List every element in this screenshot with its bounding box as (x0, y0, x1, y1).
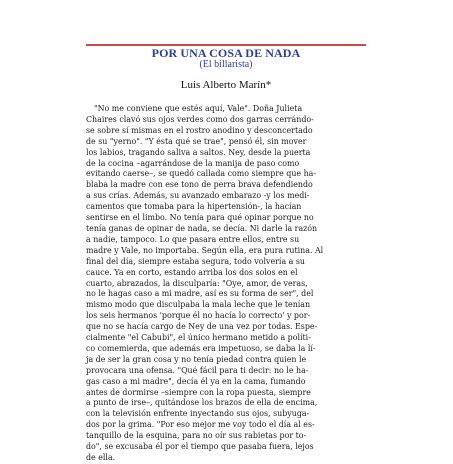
body-line: se sobre sí mismas en el rostro anodino y desconcertado (86, 125, 313, 135)
body-line: blaba la madre con ese tono de perra brava defendiendo (86, 180, 313, 190)
body-line: los labios, tragando saliva a saltos. Ney, desde la puerta (86, 147, 311, 157)
body-line: cialmente "el Cabubi", el único hermano metido a políti- (86, 333, 311, 343)
body-line: camentos que tomaba para la hipertensión-, la hacían (86, 202, 302, 212)
body-line: de la cocina –agarrándose de la manija de paso como (86, 158, 300, 168)
body-line: evitando caerse–, se quedó callada como siempre que ha- (86, 169, 317, 179)
story-title: POR UNA COSA DE NADA (151, 46, 301, 60)
body-line: antes de dormirse –siempre con la ropa puesta, siempre (86, 387, 311, 397)
story-subtitle: (El billarista) (199, 59, 253, 70)
body-line: que no se hacía cargo de Ney de una vez por todas. Espe- (86, 322, 318, 332)
body-line: no le hagas caso a mi madre, así es su forma de ser", del (86, 289, 314, 299)
body-line: "No me conviene que estés aquí, Vale". Doña Julieta (94, 104, 303, 113)
body-line: cauce. Ya en corto, estando arriba los dos solos en el (86, 267, 298, 277)
author-name: Luis Alberto Marín* (180, 79, 272, 91)
body-line: Chaires clavó sus ojos verdes como dos garras cerrándo- (86, 114, 314, 124)
body-line: madre y Vale, no importaba. Según ella, era pura rutina. Al (86, 245, 324, 255)
body-line: tanquillo de la esquina, para no oír sus rabietas por to- (86, 431, 307, 441)
body-line: gas caso a mi madre", decía él ya en la cama, fumando (86, 376, 306, 386)
body-line: con la televisión enfrente inyectando sus ojos, subyuga- (86, 409, 310, 419)
body-line: mismo modo que disculpaba la mala leche que le tenían (86, 300, 311, 310)
body-line: a nadie, tampoco. Lo que pasara entre ellos, entre su (86, 234, 300, 244)
story-body (86, 104, 366, 462)
body-line: do", se excusaba él por el tiempo que pasaba fuera, lejos (86, 442, 314, 452)
body-line: a punto de irse–, quitándose los brazos de ella de encima, (86, 398, 318, 408)
body-line: de ella. (86, 453, 116, 462)
body-line: final del día, siempre estaba segura, todo volvería a su (86, 256, 305, 266)
body-line: cuarto, abrazados, la disculparía: "Oye, amor, de veras, (86, 278, 308, 288)
body-line: co comemierda, que además era impetuoso, se daba la lí- (86, 343, 316, 353)
body-line: a sus crías. Además, su avanzado embarazo -y los medi- (86, 191, 310, 201)
body-line: de su "yerno". "Y ésta qué se trae", pensó él, sin mover (86, 136, 307, 146)
body-line: sentirse en el limbo. No tenía para qué opinar porque no (86, 213, 314, 223)
body-line: provocara una ofensa. "Qué fácil para ti decir: no le ha- (86, 365, 309, 375)
body-line: los seis hermanos 'porque él no hacía lo correcto' y por- (86, 311, 311, 321)
body-line: ja de ser la gran cosa y no tenía piedad contra quien le (86, 354, 307, 364)
body-line: tenía ganas de opinar de nada, se decía. Ni darle la razón (86, 223, 318, 233)
body-line: dos por la grima. "Por eso mejor me voy todo el día al es- (86, 420, 315, 430)
